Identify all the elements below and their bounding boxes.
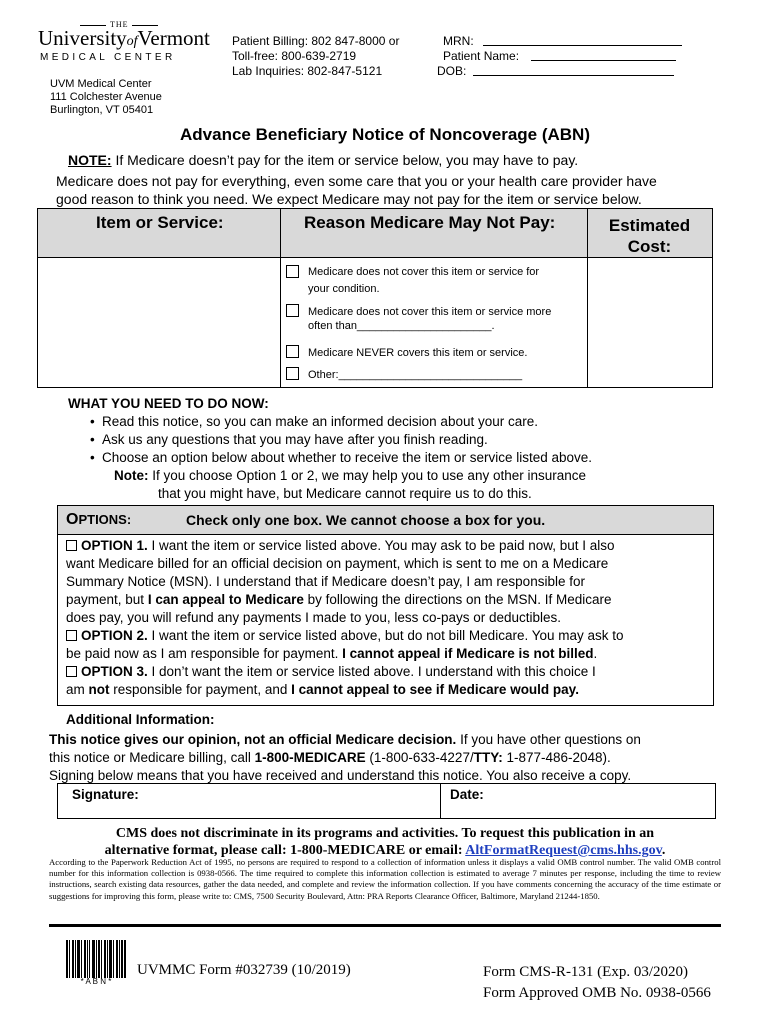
option-3-text: am (66, 682, 89, 697)
intro-text (56, 172, 657, 208)
signature-field[interactable] (60, 786, 438, 816)
address-line: 111 Colchester Avenue (50, 91, 162, 103)
todo-item: • Read this notice, so you can make an informed decision about your care. (90, 413, 708, 431)
option-1-checkbox[interactable] (66, 540, 77, 551)
intro-line: Medicare does not pay for everything, even some care that you or your health care provider have (56, 173, 657, 189)
additional-text (49, 731, 641, 785)
tty-label: TTY: (473, 750, 503, 765)
mrn-label: MRN: (443, 34, 474, 48)
additional-line (49, 731, 641, 749)
option-2-checkbox[interactable] (66, 630, 77, 641)
reason-item (284, 345, 586, 367)
additional-bold: This notice gives our opinion, not an official Medicare decision. (49, 732, 457, 747)
address-line: Burlington, VT 05401 (50, 104, 154, 116)
options-label-big: O (66, 511, 79, 528)
barcode (66, 940, 126, 990)
additional-line (49, 749, 641, 767)
todo-item: • Ask us any questions that you may have after you finish reading. (90, 431, 708, 449)
option-1-bold: I can appeal to Medicare (147, 592, 304, 607)
option-1[interactable] (66, 537, 706, 555)
reason-checkbox[interactable] (286, 265, 299, 278)
option-3-checkbox[interactable] (66, 666, 77, 677)
option-3-line (66, 681, 706, 699)
reason-text: Medicare does not cover this item or service more (308, 306, 552, 318)
contact-info (232, 34, 399, 79)
barcode-icon (66, 940, 126, 978)
header-rule (38, 257, 712, 258)
col-divider (280, 209, 281, 387)
item-service-header: Item or Service: (96, 213, 224, 232)
cost-header-line: Cost: (627, 237, 672, 256)
reason-checkbox[interactable] (286, 304, 299, 317)
date-field[interactable] (442, 786, 712, 816)
option-1-line (66, 591, 706, 609)
reason-text: Medicare does not cover this item or service for (308, 266, 540, 278)
footer-rule (49, 924, 721, 927)
options-body (66, 537, 706, 699)
medicare-phone: 1-800-MEDICARE (254, 750, 366, 765)
dob-field[interactable] (473, 75, 674, 76)
additional-span: (1-800-633-4227/ (365, 750, 474, 765)
additional-span: 1-877-486-2048). (502, 750, 611, 765)
option-2-text: I want the item or service listed above, but do not bill Medicare. You may ask to (147, 628, 624, 643)
options-box (57, 505, 714, 706)
reason-item (284, 264, 586, 302)
cms-period: . (661, 843, 666, 858)
option-1-line: want Medicare billed for an official decision on payment, which is sent to me on a Medicare (66, 556, 609, 571)
signature-divider (440, 784, 441, 818)
contact-line: Toll-free: 800-639-2719 (232, 49, 357, 63)
reason-item (284, 302, 586, 345)
contact-line: Patient Billing: 802 847-8000 or (232, 34, 400, 48)
reason-header: Reason Medicare May Not Pay: (304, 213, 556, 232)
reason-text: Other:______________________________ (308, 369, 523, 381)
todo-list (90, 413, 708, 467)
reason-text: Medicare NEVER covers this item or service. (308, 347, 528, 359)
pra-fine-print: According to the Paperwork Reduction Act of 1995, no persons are required to respond to a collection of information unless it displays a valid OMB control number. The valid OMB control number for this information collection is 0938-0566. The time required to complete this information collection is estimated to average 7 minutes per response, including the time to review instructions, search existing data resources, gather the data needed, and complete and review the information collection. If you have comments concerning the accuracy of the time estimate or suggestions for improving this form, please write to: CMS, 7500 Security Boulevard, Attn: PRA Reports Clearance Officer, Baltimore, Maryland 21244-1850. (49, 857, 721, 901)
option-2-label: OPTION 2. (81, 628, 148, 643)
mrn-field[interactable] (483, 45, 682, 46)
todo-item: • Choose an option below about whether to receive the item or service listed above. (90, 449, 708, 467)
option-1-line: does pay, you will refund any payments I made to you, less co-pays or deductibles. (66, 610, 562, 625)
logo-the: THE (110, 20, 129, 29)
dob-label: DOB: (437, 64, 467, 78)
logo-medical-center: MEDICAL CENTER (40, 52, 176, 63)
todo-note-cont: that you might have, but Medicare cannot require us to do this. (158, 486, 532, 501)
cms-form-footer (483, 962, 711, 1004)
option-3[interactable] (66, 663, 706, 681)
option-1-label: OPTION 1. (81, 538, 148, 553)
cms-form-number: Form CMS-R-131 (Exp. 03/2020) (483, 964, 689, 980)
todo-note (114, 467, 708, 485)
uvm-logo (38, 20, 210, 68)
cms-statement (0, 825, 770, 859)
option-1-line: Summary Notice (MSN). I understand that if Medicare doesn’t pay, I am responsible for (66, 574, 585, 589)
signature-label: Signature: (72, 787, 139, 802)
logo-university: University (38, 26, 127, 50)
reason-checkbox[interactable] (286, 345, 299, 358)
logo-wordmark (38, 27, 210, 53)
patient-name-field[interactable] (531, 60, 676, 61)
additional-heading: Additional Information: (66, 712, 215, 727)
todo-note-text: If you choose Option 1 or 2, we may help you to use any other insurance (148, 468, 587, 483)
option-2-bold: I cannot appeal if Medicare is not billed (342, 646, 594, 661)
address-line: UVM Medical Center (50, 78, 152, 90)
options-label-rest: PTIONS: (78, 512, 132, 527)
cms-line-text: alternative format, please call: 1-800-MEDICARE or email: (104, 843, 466, 858)
note-label: NOTE: (68, 152, 112, 168)
uvmmc-form-number: UVMMC Form #032739 (10/2019) (137, 962, 351, 978)
reason-checkbox[interactable] (286, 367, 299, 380)
signature-box (57, 783, 716, 819)
option-3-text: responsible for payment, and (109, 682, 292, 697)
logo-vermont: Vermont (137, 26, 210, 50)
option-1-text: payment, but (66, 592, 148, 607)
option-1-text: I want the item or service listed above. You may ask to be paid now, but I also (147, 538, 615, 553)
reason-item (284, 367, 586, 385)
option-3-bold: not (88, 682, 110, 697)
options-instruction: Check only one box. We cannot choose a box for you. (186, 512, 546, 528)
todo-note-label: Note: (114, 468, 149, 483)
hospital-address (50, 78, 162, 117)
cms-line: CMS does not discriminate in its programs and activities. To request this publication in an (115, 826, 655, 841)
option-1-text: by following the directions on the MSN. If Medicare (303, 592, 612, 607)
patient-name-label: Patient Name: (443, 49, 520, 63)
additional-span: this notice or Medicare billing, call (49, 750, 255, 765)
cost-header (587, 215, 712, 257)
additional-line: Signing below means that you have received and understand this notice. You also receive a copy. (49, 768, 632, 783)
option-3-label: OPTION 3. (81, 664, 148, 679)
item-service-cell[interactable] (40, 259, 278, 385)
barcode-text: * A B N * (80, 977, 112, 986)
page-title: Advance Beneficiary Notice of Noncoverage (ABN) (180, 125, 590, 144)
reason-list (284, 264, 586, 385)
option-3-bold: I cannot appeal to see if Medicare would pay. (291, 682, 579, 697)
option-2-text: be paid now as I am responsible for payment. (66, 646, 343, 661)
option-2-text: . (593, 646, 598, 661)
todo-section (68, 395, 708, 503)
date-label: Date: (450, 787, 484, 802)
omb-number: Form Approved OMB No. 0938-0566 (483, 985, 711, 1001)
options-label (66, 511, 131, 529)
cost-header-line: Estimated (608, 216, 691, 235)
note-line (68, 152, 578, 168)
logo-of: of (126, 34, 138, 49)
option-2-line (66, 645, 706, 663)
additional-span: If you have other questions on (456, 732, 641, 747)
cms-email-link[interactable]: AltFormatRequest@cms.hhs.gov (465, 843, 662, 858)
cost-cell[interactable] (590, 259, 710, 385)
option-3-text: I don’t want the item or service listed above. I understand with this choice I (147, 664, 596, 679)
reason-text: often than______________________. (308, 320, 495, 332)
note-text: If Medicare doesn’t pay for the item or service below, you may have to pay. (111, 152, 579, 168)
option-2[interactable] (66, 627, 706, 645)
contact-line: Lab Inquiries: 802-847-5121 (232, 64, 383, 78)
coverage-table (37, 208, 713, 388)
intro-line: good reason to think you need. We expect Medicare may not pay for the item or service below. (56, 191, 642, 207)
todo-heading: WHAT YOU NEED TO DO NOW: (68, 396, 269, 411)
patient-fields (437, 34, 682, 79)
reason-text: your condition. (308, 283, 380, 295)
